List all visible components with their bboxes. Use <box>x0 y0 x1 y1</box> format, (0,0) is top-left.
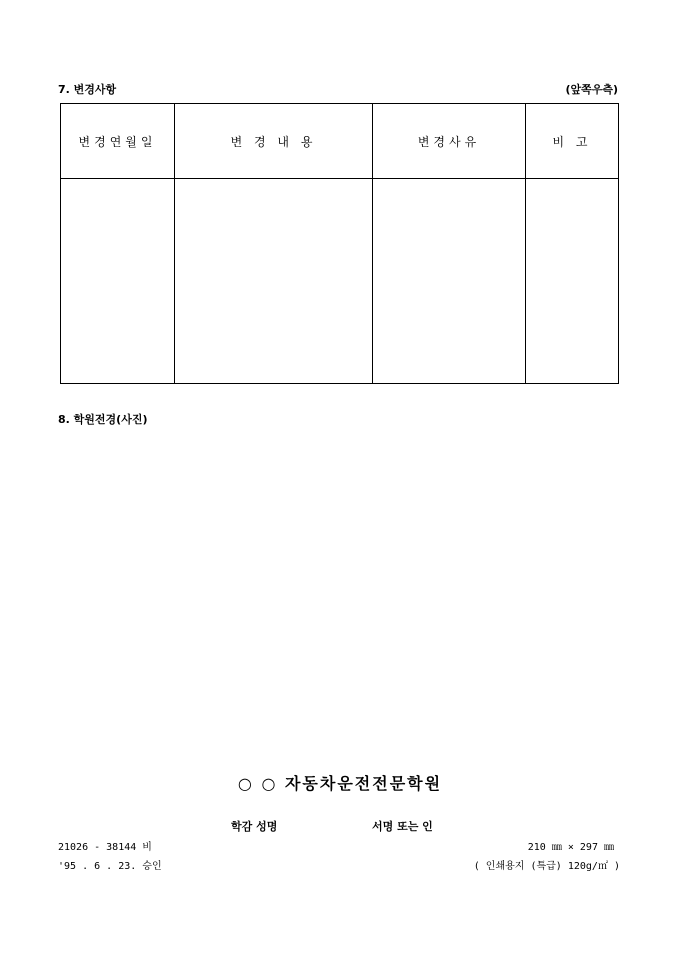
page-side-note: (앞쪽우측) <box>565 83 618 96</box>
form-number: 21026 - 38144 비 <box>58 842 152 853</box>
director-name-label: 학감 성명 <box>231 820 278 833</box>
cell-change-content <box>175 179 373 384</box>
header-remarks: 비 고 <box>526 104 619 179</box>
approval-date: '95 . 6 . 23. 승인 <box>58 861 162 872</box>
school-name: ○ ○ 자동차운전전문학원 <box>237 774 443 793</box>
section-8-title: 8. 학원전경(사진) <box>58 413 148 426</box>
cell-remarks <box>526 179 619 384</box>
table-header-row <box>61 104 619 179</box>
section-7-title: 7. 변경사항 <box>58 83 117 96</box>
signature-label: 서명 또는 인 <box>372 820 433 833</box>
header-change-reason: 변경사유 <box>373 104 526 179</box>
paper-type: ( 인쇄용지 (특급) 120g/㎡ ) <box>473 861 620 872</box>
header-change-content: 변 경 내 용 <box>175 104 373 179</box>
cell-change-reason <box>373 179 526 384</box>
changes-table <box>60 103 619 384</box>
header-change-date: 변경연월일 <box>61 104 175 179</box>
table-row <box>61 179 619 384</box>
cell-change-date <box>61 179 175 384</box>
paper-size: 210 ㎜ × 297 ㎜ <box>527 842 614 853</box>
